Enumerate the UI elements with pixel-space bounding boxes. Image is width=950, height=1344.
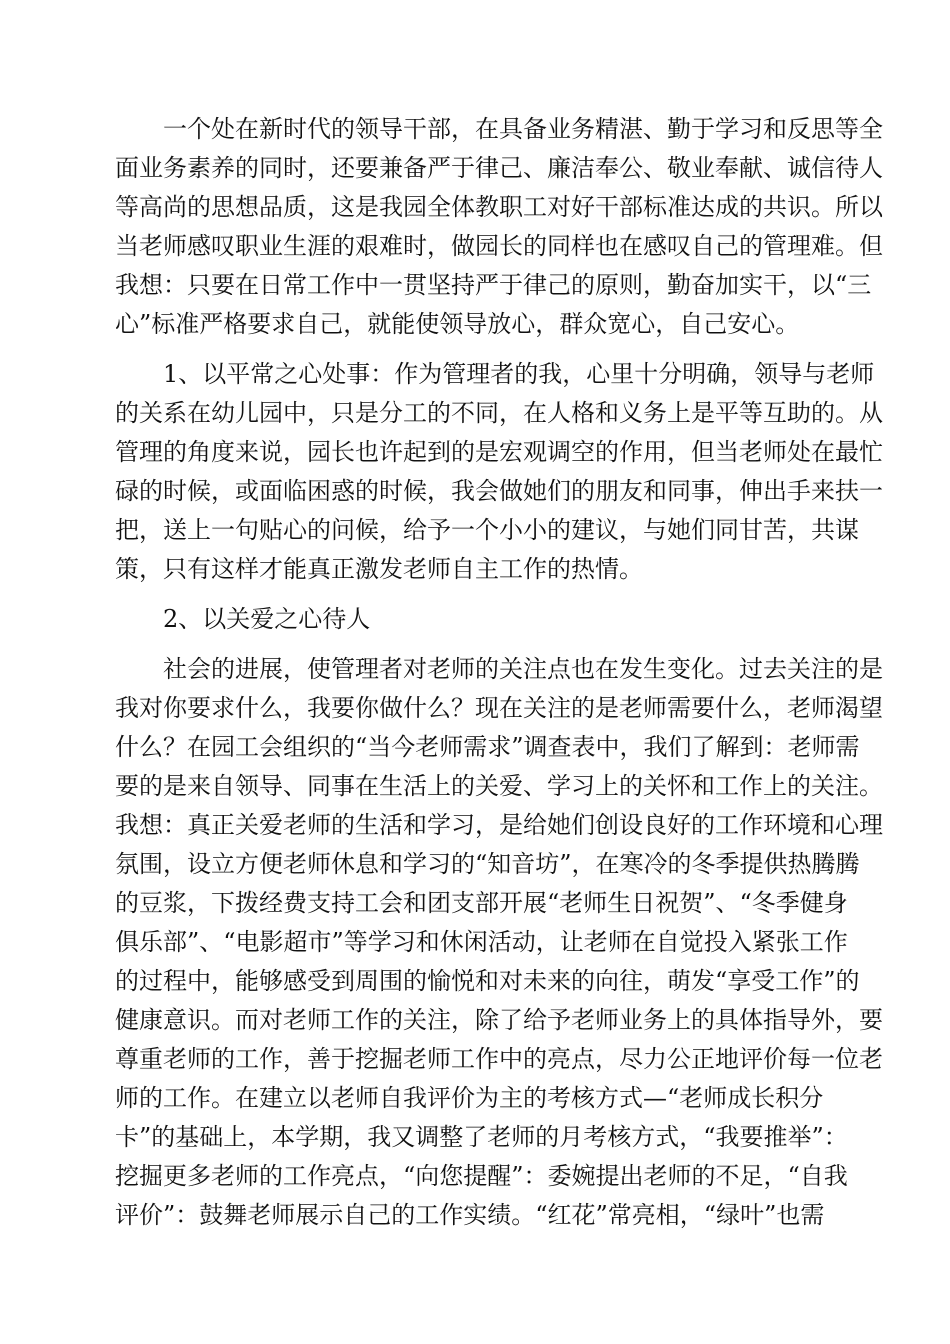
text-line: 师的工作。在建立以老师自我评价为主的考核方式—“老师成长积分 — [115, 1084, 824, 1112]
text-line: 俱乐部”、“电影超市”等学习和休闲活动，让老师在自觉投入紧张工作 — [115, 928, 848, 956]
text-line: 什么？在园工会组织的“当今老师需求”调查表中，我们了解到：老师需 — [115, 733, 860, 761]
text-line: 卡”的基础上，本学期，我又调整了老师的月考核方式，“我要推举”： — [115, 1123, 848, 1151]
text-line: 当老师感叹职业生涯的艰难时，做园长的同样也在感叹自己的管理难。但 — [115, 232, 883, 260]
text-line: 尊重老师的工作，善于挖掘老师工作中的亮点，尽力公正地评价每一位老 — [115, 1045, 883, 1073]
text-line: 的豆浆，下拨经费支持工会和团支部开展“老师生日祝贺”、“冬季健身 — [115, 889, 848, 917]
text-line: 我想：只要在日常工作中一贯坚持严于律己的原则，勤奋加实干，以“三 — [115, 271, 872, 299]
text-line: 把，送上一句贴心的问候，给予一个小小的建议，与她们同甘苦，共谋 — [115, 516, 859, 544]
text-line: 管理的角度来说，园长也许起到的是宏观调空的作用，但当老师处在最忙 — [115, 438, 883, 466]
text-line: 1、以平常之心处事：作为管理者的我，心里十分明确，领导与老师 — [163, 360, 875, 388]
text-line: 健康意识。而对老师工作的关注，除了给予老师业务上的具体指导外，要 — [115, 1006, 883, 1034]
text-line: 社会的进展，使管理者对老师的关注点也在发生变化。过去关注的是 — [163, 655, 883, 683]
text-line: 一个处在新时代的领导干部，在具备业务精湛、勤于学习和反思等全 — [163, 115, 883, 143]
text-line: 面业务素养的同时，还要兼备严于律己、廉洁奉公、敬业奉献、诚信待人 — [115, 154, 883, 182]
text-line: 的关系在幼儿园中，只是分工的不同，在人格和义务上是平等互助的。从 — [115, 399, 883, 427]
text-line: 碌的时候，或面临困惑的时候，我会做她们的朋友和同事，伸出手来扶一 — [115, 477, 883, 505]
text-line: 我对你要求什么，我要你做什么？现在关注的是老师需要什么，老师渴望 — [115, 694, 883, 722]
text-line: 心”标准严格要求自己，就能使领导放心，群众宽心，自己安心。 — [115, 310, 800, 338]
text-line: 等高尚的思想品质，这是我园全体教职工对好干部标准达成的共识。所以 — [115, 193, 883, 221]
text-line: 我想：真正关爱老师的生活和学习，是给她们创设良好的工作环境和心理 — [115, 811, 883, 839]
text-line: 的过程中，能够感受到周围的愉悦和对未来的向往，萌发“享受工作”的 — [115, 967, 860, 995]
text-line: 要的是来自领导、同事在生活上的关爱、学习上的关怀和工作上的关注。 — [115, 772, 883, 800]
text-line: 策，只有这样才能真正激发老师自主工作的热情。 — [115, 555, 643, 583]
section-heading: 2、以关爱之心待人 — [163, 605, 371, 633]
text-line: 评价”：鼓舞老师展示自己的工作实绩。“红花”常亮相，“绿叶”也需 — [115, 1201, 825, 1229]
text-line: 挖掘更多老师的工作亮点，“向您提醒”：委婉提出老师的不足，“自我 — [115, 1162, 848, 1190]
text-line: 氛围，设立方便老师休息和学习的“知音坊”，在寒冷的冬季提供热腾腾 — [115, 850, 860, 878]
